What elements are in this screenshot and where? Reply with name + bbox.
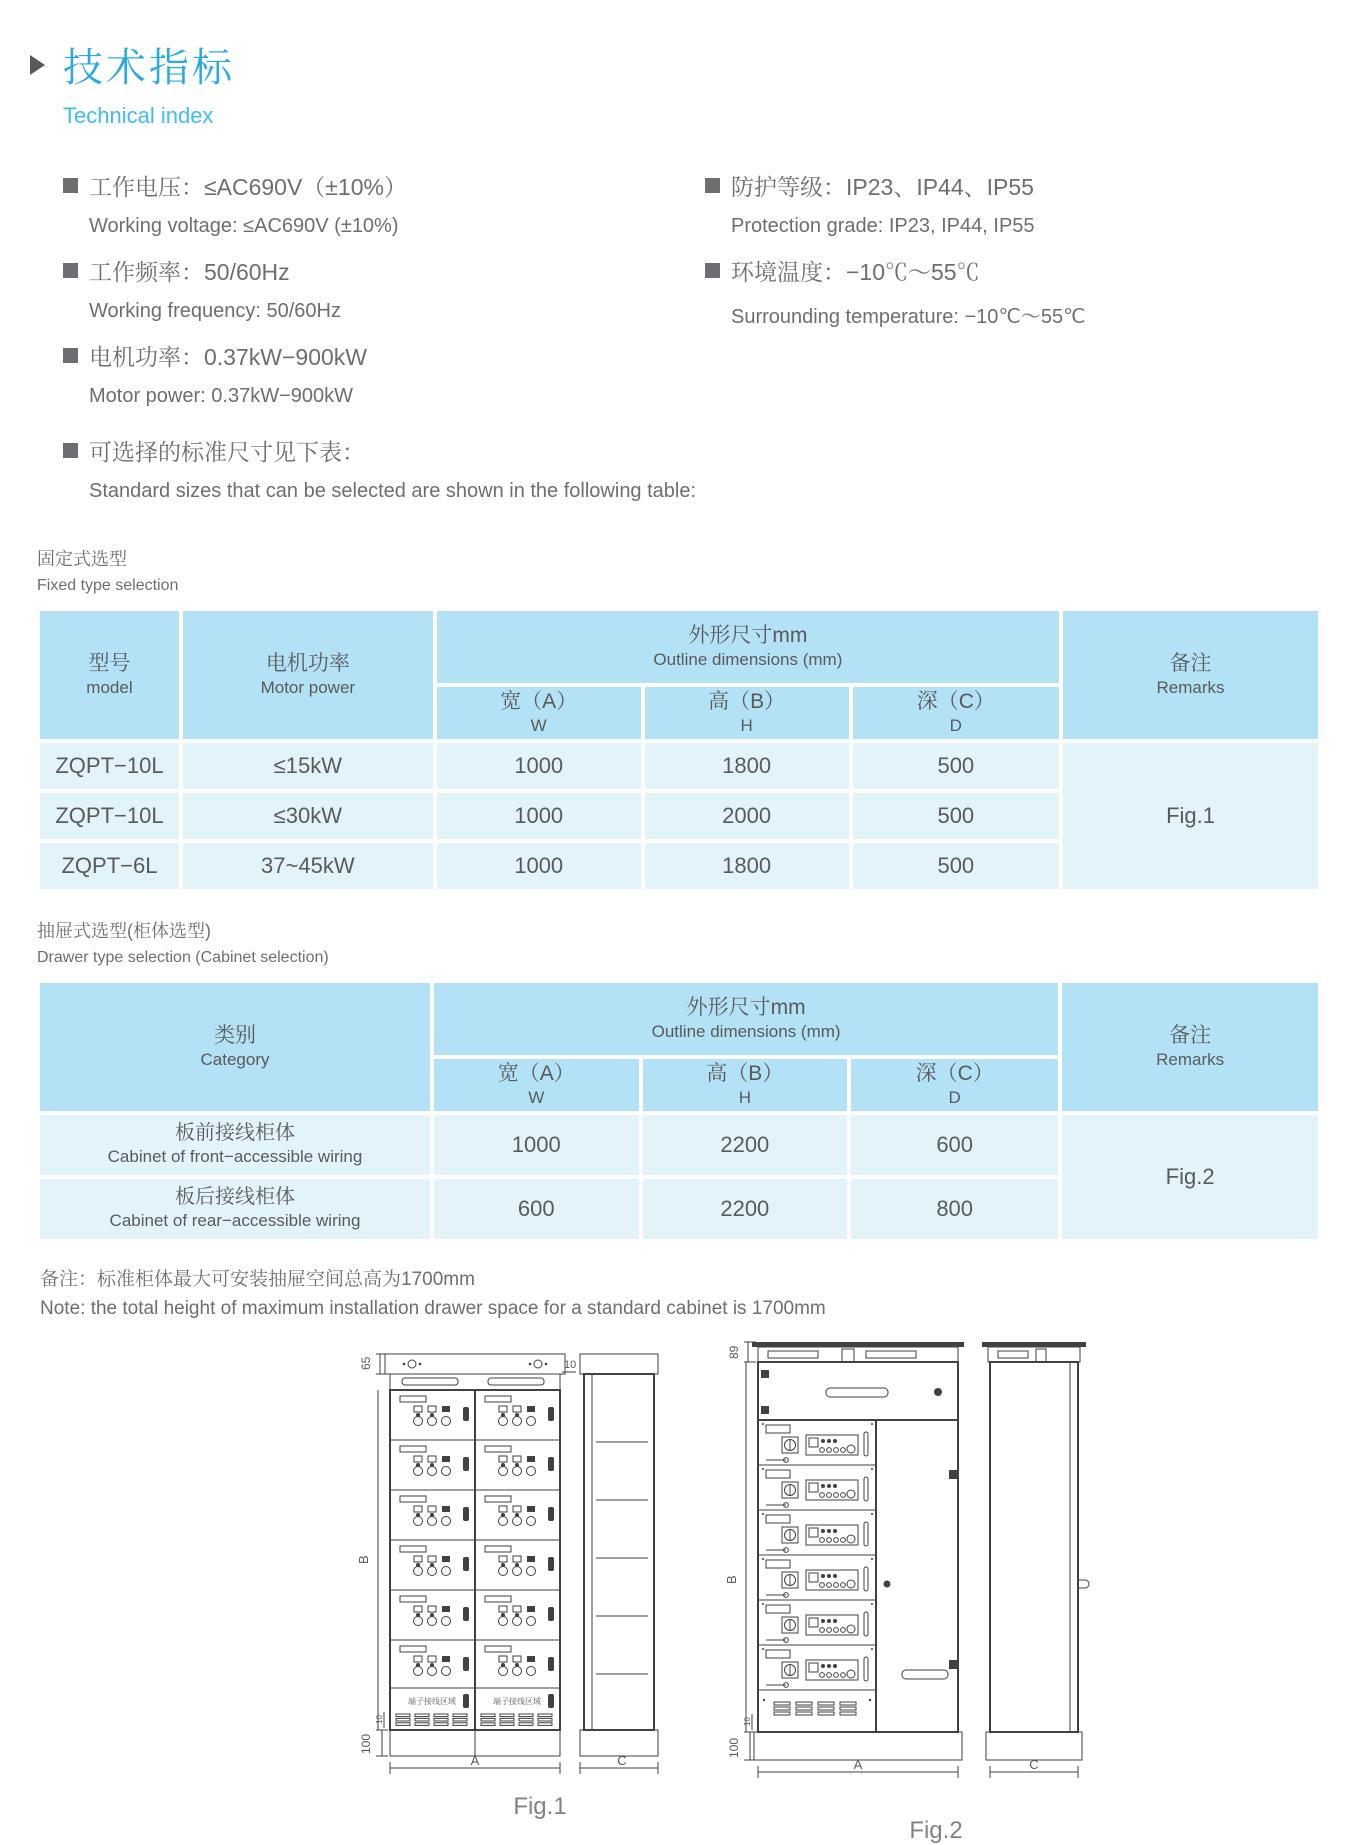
height-cell: 2200	[643, 1115, 848, 1175]
spec-item	[705, 169, 1357, 202]
depth-cell: 500	[853, 743, 1059, 789]
spec-en-text: Working frequency: 50/60Hz	[89, 300, 341, 322]
section-header	[0, 0, 1357, 129]
page-title: 技术指标	[63, 46, 235, 90]
fig1-dim-width-label: A	[470, 1752, 480, 1768]
column-header-depth: 深（C） D	[853, 687, 1059, 739]
fig1-terminal-text: 端子接线区域	[493, 1696, 541, 1706]
power-cell: ≤30kW	[183, 793, 433, 839]
spec-item	[63, 169, 705, 202]
fig2-front-view	[752, 1342, 964, 1760]
spec-list-left	[63, 153, 705, 519]
fig2-dim-height-label: B	[724, 1575, 739, 1584]
column-header-width: 宽（A） W	[434, 1059, 639, 1111]
spec-item	[705, 254, 1357, 287]
column-header-motor-power: 电机功率 Motor power	[183, 611, 433, 739]
bullet-square-icon	[63, 443, 78, 458]
table-row	[40, 743, 1318, 789]
spec-item	[63, 434, 705, 467]
width-cell: 600	[434, 1179, 639, 1239]
bullet-square-icon	[705, 178, 720, 193]
fixed-table-caption-en: Fixed type selection	[37, 577, 179, 594]
spec-zh-text: 电机功率：0.37kW−900kW	[89, 344, 367, 370]
model-cell: ZQPT−6L	[40, 843, 179, 889]
spec-en-text: Protection grade: IP23, IP44, IP55	[731, 215, 1035, 237]
fixed-type-table	[36, 607, 1322, 893]
fig2-side-view	[982, 1342, 1089, 1760]
note-en: Note: the total height of maximum installation drawer space for a standard cabinet is 1700mm	[40, 1298, 826, 1320]
figure-2	[706, 1332, 1106, 1845]
width-cell: 1000	[437, 843, 641, 889]
remarks-cell: Fig.2	[1062, 1115, 1318, 1239]
spec-zh-text: 防护等级：IP23、IP44、IP55	[731, 174, 1034, 200]
fig1-dim-top-label: 65	[359, 1356, 373, 1370]
column-header-outline-dimensions: 外形尺寸mm Outline dimensions (mm)	[434, 983, 1058, 1055]
spec-en-text: Motor power: 0.37kW−900kW	[89, 385, 353, 407]
width-cell: 1000	[434, 1115, 639, 1175]
bullet-square-icon	[705, 263, 720, 278]
depth-cell: 500	[853, 793, 1059, 839]
spec-list-right	[705, 153, 1357, 519]
spec-zh-text: 环境温度：−10℃～55℃	[731, 259, 980, 285]
fig1-dim-top-right-label: 10	[564, 1358, 577, 1371]
width-cell: 1000	[437, 793, 641, 839]
fig2-dim-base-label: 100	[727, 1737, 741, 1758]
figures-area	[0, 1332, 1357, 1844]
spec-en-text: Working voltage: ≤AC690V (±10%)	[89, 215, 399, 237]
fixed-table-caption-zh: 固定式选型	[37, 549, 127, 569]
table-row	[40, 1115, 1318, 1175]
spec-en-text: Surrounding temperature: −10℃～55℃	[731, 306, 1086, 328]
width-cell: 1000	[437, 743, 641, 789]
height-cell: 1800	[645, 743, 849, 789]
figure-1	[330, 1332, 680, 1821]
section-arrow-icon	[30, 55, 45, 75]
spec-zh-text: 工作频率：50/60Hz	[89, 259, 290, 285]
column-header-remarks: 备注 Remarks	[1062, 983, 1318, 1111]
fig1-dim-depth-label: C	[617, 1752, 627, 1768]
drawer-table-caption-zh: 抽屉式选型(柜体选型)	[37, 921, 211, 941]
spec-item	[63, 254, 705, 287]
column-header-outline-dimensions: 外形尺寸mm Outline dimensions (mm)	[437, 611, 1059, 683]
column-header-height: 高（B） H	[643, 1059, 848, 1111]
column-header-depth: 深（C） D	[851, 1059, 1058, 1111]
fig1-dim-vent-label: 10	[375, 1714, 384, 1724]
height-cell: 2200	[643, 1179, 848, 1239]
fig2-caption: Fig.2	[909, 1816, 963, 1844]
fig1-dim-height-label: B	[356, 1555, 371, 1564]
fig1-terminal-text: 端子接线区域	[408, 1696, 456, 1706]
fig2-dim-vent-label: 10	[743, 1716, 752, 1726]
depth-cell: 500	[853, 843, 1059, 889]
fig1-drawing	[330, 1332, 680, 1782]
drawer-table-caption-en: Drawer type selection (Cabinet selection)	[37, 949, 329, 966]
column-header-category: 类别 Category	[40, 983, 430, 1111]
category-cell: 板后接线柜体 Cabinet of rear−accessible wiring	[40, 1179, 430, 1239]
fig2-dim-width-label: A	[853, 1756, 863, 1772]
column-header-height: 高（B） H	[645, 687, 849, 739]
fig1-dimensions	[356, 1354, 658, 1774]
fig1-side-view	[580, 1354, 658, 1756]
fig1-caption: Fig.1	[513, 1792, 567, 1820]
category-cell: 板前接线柜体 Cabinet of front−accessible wiring	[40, 1115, 430, 1175]
bullet-square-icon	[63, 178, 78, 193]
height-cell: 2000	[645, 793, 849, 839]
spec-item	[63, 339, 705, 372]
model-cell: ZQPT−10L	[40, 793, 179, 839]
bullet-square-icon	[63, 263, 78, 278]
fig2-drawing	[706, 1332, 1106, 1810]
note-zh: 备注：标准柜体最大可安装抽屉空间总高为1700mm	[40, 1269, 475, 1290]
page-subtitle: Technical index	[63, 103, 214, 128]
remarks-cell: Fig.1	[1063, 743, 1318, 889]
spec-en-text: Standard sizes that can be selected are shown in the following table:	[89, 480, 697, 502]
spec-list	[0, 129, 1357, 519]
bullet-square-icon	[63, 348, 78, 363]
depth-cell: 600	[851, 1115, 1058, 1175]
spec-zh-text: 可选择的标准尺寸见下表：	[89, 439, 365, 465]
spec-zh-text: 工作电压：≤AC690V（±10%）	[89, 174, 407, 200]
fig2-dim-top-label: 89	[727, 1345, 741, 1359]
column-header-width: 宽（A） W	[437, 687, 641, 739]
note-block	[40, 1265, 1357, 1324]
power-cell: 37~45kW	[183, 843, 433, 889]
model-cell: ZQPT−10L	[40, 743, 179, 789]
fig1-dim-base-label: 100	[359, 1733, 373, 1754]
fig1-front-view	[385, 1354, 565, 1756]
depth-cell: 800	[851, 1179, 1058, 1239]
column-header-remarks: 备注 Remarks	[1063, 611, 1318, 739]
drawer-type-table	[36, 979, 1322, 1243]
column-header-model: 型号 model	[40, 611, 179, 739]
fig2-dim-depth-label: C	[1029, 1756, 1039, 1772]
power-cell: ≤15kW	[183, 743, 433, 789]
height-cell: 1800	[645, 843, 849, 889]
